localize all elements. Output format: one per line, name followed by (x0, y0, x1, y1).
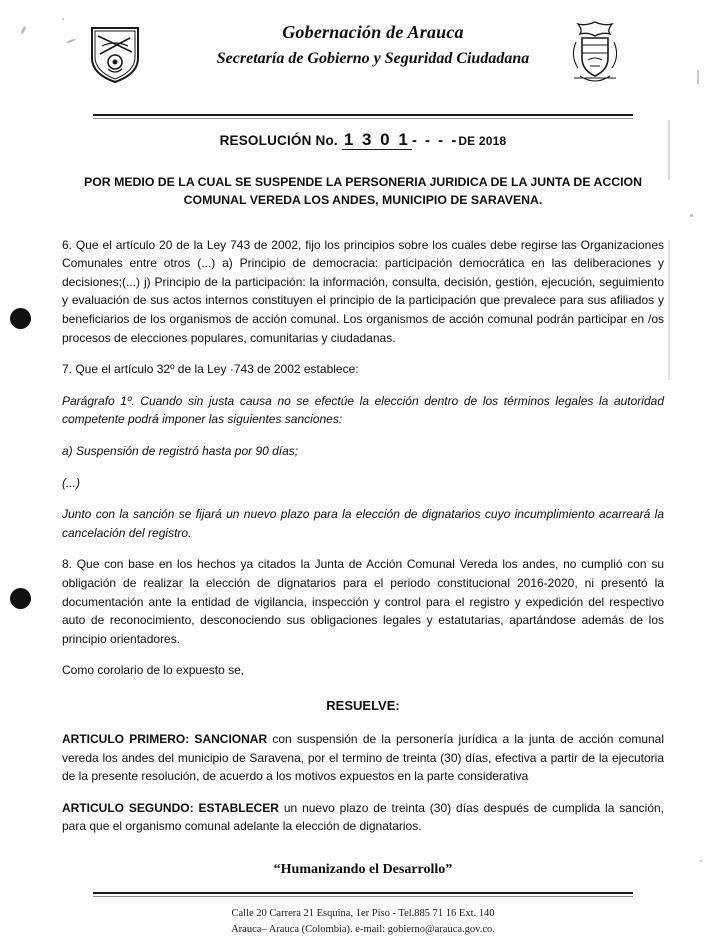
resolution-dashes: - - - - (411, 132, 459, 149)
paragraph-ellipsis: (...) (62, 475, 80, 490)
entity-department: Secretaría de Gobierno y Seguridad Ciudadana (216, 50, 530, 67)
entity-name: Gobernación de Arauca (282, 22, 464, 42)
footer-address: Calle 20 Carrera 21 Esquina, 1er Piso - Tel.885 71 16 Ext. 140 (231, 908, 495, 920)
resuelve-heading: RESUELVE: (326, 697, 400, 713)
hole-punch-mark (10, 308, 31, 329)
articulo-segundo-text: un nuevo plazo de treinta (30) días después de cumplida la sanción, para que el organismo comunal adelante la elección de dignatarios. (62, 800, 664, 834)
scan-artifact (690, 214, 693, 217)
articulo-primero-text: con suspensión de la personería jurídica a la junta de acción comunal vereda los andes del municipio de Saravena, por el termino de treinta (30) días, efectiva a partir de la ejecutoria de la presente resolución, de acuerdo a los motivos expuestos en la parte considerativa (62, 732, 665, 784)
scan-artifact (668, 240, 670, 380)
document-title: POR MEDIO DE LA CUAL SE SUSPENDE LA PERSONERIA JURIDICA DE LA JUNTA DE ACCION COMUNAL VEREDA LOS ANDES, MUNICIPIO DE SARAVENA. (84, 175, 642, 207)
footer-contact: Arauca– Arauca (Colombia). e-mail: gobierno@arauca.gov.co. (231, 923, 495, 935)
header-divider (93, 114, 633, 116)
paragraph-corolario: Como corolario de lo expuesto se, (62, 663, 245, 678)
arauca-coat-of-arms-icon (86, 22, 144, 84)
paragraph-8: 8. Que con base en los hechos ya citados la Junta de Acción Comunal Vereda los andes, no cumplió con su obligación de realizar la elección de dignatarios para el periodo constitucional 2016-2020, ni presentó la documentación ante la entidad de vigilancia, inspección y control para el registro y expedición del respectivo auto de reconocimiento, desconociendo sus obligaciones legales y estatutarias, apartándose además de los principio orientadores. (62, 557, 664, 646)
resolution-label: RESOLUCIÓN No. (219, 133, 338, 148)
scan-artifact (668, 120, 670, 180)
institutional-slogan: “Humanizando el Desarrollo” (273, 862, 453, 878)
paragraph-7: 7. Que el artículo 32º de la Ley ·743 de 2002 establece: (62, 362, 359, 377)
document-body (62, 236, 664, 836)
hole-punch-mark (10, 588, 31, 609)
articulo-primero-label: ARTICULO PRIMERO: SANCIONAR (62, 732, 268, 747)
articulo-primero (62, 730, 664, 786)
paragraph-paragrafo-1: Parágrafo 1º. Cuando sin justa causa no se efectúe la elección dentro de los términos legales la autoridad competente podrá imponer las siguientes sanciones: (62, 393, 664, 427)
resolution-number: 1 3 0 1 (343, 130, 410, 149)
articulo-segundo-label: ARTICULO SEGUNDO: ESTABLECER (62, 800, 279, 815)
resolution-year: DE 2018 (458, 134, 507, 148)
colombia-coat-of-arms-icon (568, 18, 622, 88)
footer-divider (93, 892, 633, 894)
paragraph-literal-a: a) Suspensión de registró hasta por 90 días; (62, 444, 299, 458)
articulo-segundo (62, 799, 664, 836)
document-header (0, 0, 726, 100)
scan-artifact (700, 860, 702, 862)
document-footer (0, 906, 726, 937)
resolution-line (0, 130, 726, 150)
paragraph-6: 6. Que el artículo 20 de la Ley 743 de 2002, fijo los principios sobre los cuales debe regirse las Organizaciones Comunales entre otros (...) a) Principio de democracia: participación democrática en las deliberaciones y decisiones;(...) j) Principio de la participación: la información, consulta, decisión, gestión, ejecución, seguimiento y evaluación de sus actos internos constituyen el principio de la participación que prevalece para sus afiliados y beneficiarios de los organismos de acción comunal. Los organismos de acción comunal podrán participar en /os procesos de elecciones populares, comunitarias y ciudadanas. (62, 237, 664, 345)
paragraph-junto-sancion: Junto con la sanción se fijará un nuevo plazo para la elección de dignatarios cuyo incumplimiento acarreará la cancelación del registro. (62, 507, 664, 540)
